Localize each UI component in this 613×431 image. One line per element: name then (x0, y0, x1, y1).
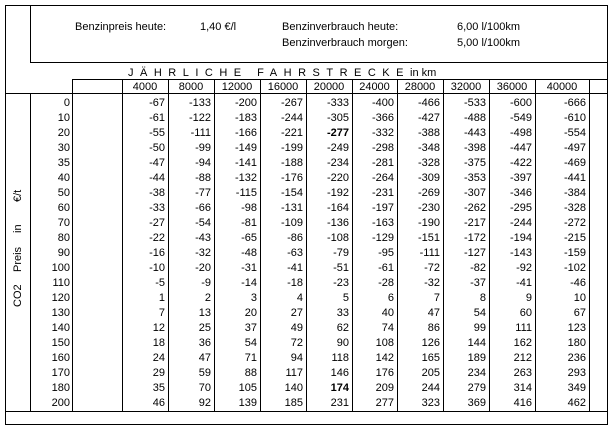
savings-cell: -332 (371, 127, 394, 139)
savings-cell: 236 (567, 352, 586, 364)
consumption-tomorrow-label: Benzinverbrauch morgen: (282, 37, 408, 49)
savings-cell: -10 (149, 262, 165, 274)
co2-price-row-label: 160 (51, 352, 70, 364)
savings-cell: 33 (336, 307, 349, 319)
savings-cell: -102 (563, 262, 586, 274)
savings-cell: 7 (433, 292, 440, 304)
savings-cell: 140 (284, 382, 303, 394)
savings-cell: -469 (563, 157, 586, 169)
savings-cell: -63 (287, 247, 303, 259)
savings-cell: 47 (198, 352, 211, 364)
savings-cell: -61 (378, 262, 394, 274)
savings-cell: -86 (287, 232, 303, 244)
savings-cell: -447 (509, 142, 532, 154)
co2-price-row-label: 70 (57, 217, 70, 229)
distance-column-header: 24000 (359, 81, 390, 93)
savings-cell: 234 (467, 367, 486, 379)
savings-cell: 25 (198, 322, 211, 334)
savings-cell: -37 (470, 277, 486, 289)
savings-cell: -230 (417, 202, 440, 214)
savings-cell: -466 (417, 97, 440, 109)
savings-cell: 49 (290, 322, 303, 334)
co2-price-row-label: 140 (51, 322, 70, 334)
distance-column-header: 32000 (450, 81, 482, 93)
co2-price-row-label: 10 (57, 112, 70, 124)
savings-cell: -234 (326, 157, 349, 169)
savings-cell: -43 (195, 232, 211, 244)
savings-cell: -164 (326, 202, 349, 214)
savings-cell: -82 (470, 262, 486, 274)
co2-price-row-label: 120 (51, 292, 70, 304)
savings-cell: 60 (519, 307, 532, 319)
savings-cell: -50 (149, 142, 165, 154)
savings-cell: -497 (563, 142, 586, 154)
savings-cell: -384 (563, 187, 586, 199)
savings-cell: -441 (563, 172, 586, 184)
savings-cell: -305 (326, 112, 349, 124)
savings-cell: 40 (381, 307, 394, 319)
savings-cell: -277 (326, 127, 349, 139)
savings-cell: -397 (509, 172, 532, 184)
co2-price-row-label: 0 (63, 97, 70, 109)
savings-cell: -127 (463, 247, 486, 259)
savings-cell: 189 (467, 352, 486, 364)
savings-cell: 244 (421, 382, 440, 394)
savings-cell: 162 (513, 337, 532, 349)
savings-cell: -108 (326, 232, 349, 244)
savings-cell: -353 (463, 172, 486, 184)
savings-cell: -366 (371, 112, 394, 124)
savings-cell: -244 (280, 112, 303, 124)
savings-cell: -151 (417, 232, 440, 244)
frame-right (607, 5, 608, 425)
frame-bottom (5, 424, 608, 425)
savings-cell: 46 (152, 397, 165, 409)
savings-cell: 174 (330, 382, 349, 394)
savings-cell: -22 (149, 232, 165, 244)
distance-column-header: 36000 (496, 81, 528, 93)
savings-cell: 7 (158, 307, 165, 319)
savings-cell: -554 (563, 127, 586, 139)
savings-cell: -111 (419, 247, 440, 259)
savings-cell: -18 (287, 277, 303, 289)
petrol-price-label: Benzinpreis heute: (75, 21, 167, 33)
savings-cell: -346 (509, 187, 532, 199)
savings-cell: 105 (238, 382, 257, 394)
savings-cell: -154 (280, 187, 303, 199)
savings-cell: 86 (427, 322, 440, 334)
savings-cell: -94 (195, 157, 211, 169)
savings-cell: -215 (563, 232, 586, 244)
savings-cell: 123 (567, 322, 586, 334)
savings-cell: -14 (241, 277, 257, 289)
savings-cell: -333 (326, 97, 349, 109)
savings-cell: -281 (371, 157, 394, 169)
distance-column-header: 16000 (267, 81, 299, 93)
savings-cell: 54 (473, 307, 486, 319)
savings-cell: -23 (333, 277, 349, 289)
savings-cell: -122 (188, 112, 211, 124)
savings-cell: -309 (417, 172, 440, 184)
savings-cell: -16 (149, 247, 165, 259)
savings-cell: 70 (198, 382, 211, 394)
distance-column-header: 40000 (546, 81, 578, 93)
savings-cell: -99 (195, 142, 211, 154)
savings-cell: -217 (463, 217, 486, 229)
savings-cell: 9 (525, 292, 532, 304)
savings-cell: 71 (244, 352, 257, 364)
savings-cell: -328 (563, 202, 586, 214)
header-top-border (72, 79, 608, 80)
savings-cell: -600 (509, 97, 532, 109)
savings-cell: -55 (149, 127, 165, 139)
co2-price-row-label: 100 (51, 262, 70, 274)
savings-cell: 12 (152, 322, 165, 334)
savings-cell: 165 (421, 352, 440, 364)
savings-cell: 349 (567, 382, 586, 394)
savings-cell: -98 (241, 202, 257, 214)
savings-cell: -221 (280, 127, 303, 139)
column-separator (72, 79, 73, 411)
savings-cell: 108 (375, 337, 394, 349)
co2-price-row-label: 150 (51, 337, 70, 349)
distance-column-header: 28000 (404, 81, 436, 93)
savings-cell: -111 (190, 127, 211, 139)
savings-cell: -375 (463, 157, 486, 169)
savings-cell: -231 (371, 187, 394, 199)
co2-price-row-label: 180 (51, 382, 70, 394)
savings-cell: -149 (234, 142, 257, 154)
savings-cell: -488 (463, 112, 486, 124)
savings-cell: 176 (375, 367, 394, 379)
savings-cell: 209 (375, 382, 394, 394)
savings-cell: -199 (280, 142, 303, 154)
savings-cell: -81 (241, 217, 257, 229)
savings-cell: -41 (516, 277, 532, 289)
savings-cell: -31 (241, 262, 257, 274)
savings-cell: -133 (188, 97, 211, 109)
savings-cell: -267 (280, 97, 303, 109)
savings-cell: 277 (375, 397, 394, 409)
savings-cell: 29 (152, 367, 165, 379)
distance-column-header: 12000 (221, 81, 253, 93)
distance-unit: in km (410, 67, 437, 79)
consumption-today-label: Benzinverbrauch heute: (282, 21, 399, 33)
co2-price-row-label: 80 (57, 232, 70, 244)
savings-cell: 59 (198, 367, 211, 379)
savings-cell: -32 (424, 277, 440, 289)
savings-cell: 117 (285, 367, 303, 379)
savings-cell: -249 (326, 142, 349, 154)
savings-cell: 37 (244, 322, 257, 334)
savings-cell: -549 (509, 112, 532, 124)
savings-cell: 5 (342, 292, 349, 304)
savings-cell: 231 (330, 397, 349, 409)
savings-cell: 13 (198, 307, 211, 319)
savings-cell: 118 (331, 352, 349, 364)
savings-cell: -44 (149, 172, 165, 184)
savings-cell: 369 (467, 397, 486, 409)
savings-cell: -47 (149, 157, 165, 169)
savings-cell: -32 (195, 247, 211, 259)
savings-cell: 99 (473, 322, 486, 334)
savings-cell: -533 (463, 97, 486, 109)
savings-cell: -166 (234, 127, 257, 139)
savings-cell: -54 (195, 217, 211, 229)
distance-column-header: 20000 (313, 81, 345, 93)
savings-cell: -269 (417, 187, 440, 199)
savings-cell: 92 (198, 397, 211, 409)
savings-cell: 2 (204, 292, 211, 304)
savings-cell: -51 (333, 262, 349, 274)
savings-cell: 10 (573, 292, 586, 304)
savings-cell: -190 (417, 217, 440, 229)
savings-cell: -197 (371, 202, 394, 214)
savings-cell: 323 (421, 397, 440, 409)
savings-cell: -188 (280, 157, 303, 169)
savings-cell: 1 (158, 292, 165, 304)
savings-cell: 67 (573, 307, 586, 319)
savings-cell: 462 (567, 397, 586, 409)
savings-cell: -183 (234, 112, 257, 124)
savings-cell: 3 (250, 292, 257, 304)
savings-cell: -348 (417, 142, 440, 154)
savings-cell: -38 (149, 187, 165, 199)
savings-cell: -72 (424, 262, 440, 274)
savings-cell: -388 (417, 127, 440, 139)
info-box-left-border (30, 5, 31, 62)
savings-cell: 62 (336, 322, 349, 334)
savings-cell: 20 (244, 307, 257, 319)
savings-cell: -244 (509, 217, 532, 229)
savings-cell: -264 (371, 172, 394, 184)
savings-cell: -88 (195, 172, 211, 184)
savings-cell: 185 (284, 397, 303, 409)
savings-cell: -115 (235, 187, 257, 199)
co2-price-row-label: 50 (57, 187, 70, 199)
savings-cell: -194 (509, 232, 532, 244)
frame-left (5, 5, 6, 425)
savings-cell: -9 (201, 277, 211, 289)
co2-price-row-label: 40 (57, 172, 70, 184)
savings-cell: 180 (567, 337, 586, 349)
savings-cell: -400 (371, 97, 394, 109)
savings-cell: 27 (290, 307, 303, 319)
savings-cell: -192 (326, 187, 349, 199)
savings-cell: -443 (463, 127, 486, 139)
savings-cell: -79 (333, 247, 349, 259)
frame-top (5, 5, 608, 6)
savings-cell: -33 (149, 202, 165, 214)
consumption-tomorrow-value: 5,00 l/100km (457, 37, 520, 49)
consumption-today-value: 6,00 l/100km (457, 21, 520, 33)
savings-cell: -41 (287, 262, 303, 274)
savings-cell: -220 (326, 172, 349, 184)
savings-cell: 8 (479, 292, 486, 304)
savings-cell: -129 (371, 232, 394, 244)
savings-cell: -48 (241, 247, 257, 259)
savings-cell: -262 (463, 202, 486, 214)
savings-cell: -141 (234, 157, 257, 169)
savings-cell: 205 (421, 367, 440, 379)
savings-cell: 54 (244, 337, 257, 349)
savings-cell: -159 (563, 247, 586, 259)
savings-cell: 146 (330, 367, 349, 379)
savings-cell: 111 (515, 322, 532, 334)
co2-axis-label-in: in (12, 224, 24, 233)
savings-cell: 35 (152, 382, 165, 394)
savings-cell: -5 (155, 277, 165, 289)
co2-price-row-label: 35 (57, 157, 70, 169)
savings-cell: -132 (234, 172, 257, 184)
savings-cell: 74 (381, 322, 394, 334)
savings-cell: 126 (421, 337, 440, 349)
savings-cell: -298 (371, 142, 394, 154)
savings-cell: 47 (427, 307, 440, 319)
column-separator (589, 79, 590, 411)
distance-title: JÄHRLICHE FAHRSTRECKE (128, 67, 410, 79)
savings-cell: 263 (513, 367, 532, 379)
savings-cell: -109 (280, 217, 303, 229)
savings-cell: -200 (234, 97, 257, 109)
savings-cell: -422 (509, 157, 532, 169)
savings-cell: -163 (371, 217, 394, 229)
savings-cell: -295 (509, 202, 532, 214)
savings-cell: 279 (467, 382, 486, 394)
co2-price-row-label: 20 (57, 127, 70, 139)
savings-cell: 314 (513, 382, 532, 394)
co2-price-row-label: 130 (51, 307, 70, 319)
savings-cell: -66 (195, 202, 211, 214)
savings-cell: 293 (567, 367, 586, 379)
savings-cell: 212 (513, 352, 532, 364)
savings-cell: -65 (241, 232, 257, 244)
savings-cell: 24 (152, 352, 165, 364)
savings-cell: -427 (417, 112, 440, 124)
savings-cell: -136 (326, 217, 349, 229)
savings-cell: 144 (467, 337, 486, 349)
savings-cell: -46 (570, 277, 586, 289)
co2-price-row-label: 110 (52, 277, 70, 289)
petrol-price-value: 1,40 €/l (200, 21, 237, 33)
savings-cell: -27 (149, 217, 165, 229)
savings-cell: -20 (195, 262, 211, 274)
savings-cell: 88 (244, 367, 257, 379)
savings-cell: -328 (417, 157, 440, 169)
savings-cell: -61 (149, 112, 165, 124)
co2-price-row-label: 90 (57, 247, 70, 259)
savings-cell: -28 (378, 277, 394, 289)
table-bottom-border (5, 411, 608, 412)
savings-cell: -131 (280, 202, 303, 214)
savings-cell: 4 (296, 292, 303, 304)
savings-cell: -77 (195, 187, 211, 199)
savings-cell: -172 (463, 232, 486, 244)
distance-column-header: 8000 (178, 81, 204, 93)
co2-axis-label-unit: €/t (12, 189, 24, 202)
co2-axis-label-price: Preis (12, 246, 24, 272)
co2-price-row-label: 30 (57, 142, 70, 154)
savings-cell: -143 (509, 247, 532, 259)
co2-price-row-label: 60 (57, 202, 70, 214)
info-box-bottom-border (30, 62, 608, 63)
savings-cell: -95 (378, 247, 394, 259)
savings-cell: 139 (238, 397, 257, 409)
savings-cell: 94 (290, 352, 303, 364)
savings-cell: -272 (563, 217, 586, 229)
co2-axis-label-co2: CO2 (12, 284, 24, 307)
distance-column-header: 4000 (132, 81, 158, 93)
savings-cell: -610 (563, 112, 586, 124)
savings-cell: -666 (563, 97, 586, 109)
savings-cell: 90 (336, 337, 349, 349)
savings-cell: 416 (513, 397, 532, 409)
savings-cell: -498 (509, 127, 532, 139)
savings-cell: 18 (152, 337, 165, 349)
co2-price-row-label: 170 (51, 367, 70, 379)
savings-cell: -398 (463, 142, 486, 154)
savings-cell: 36 (198, 337, 211, 349)
savings-cell: 142 (375, 352, 394, 364)
savings-cell: -92 (516, 262, 532, 274)
savings-cell: 6 (387, 292, 394, 304)
savings-cell: 72 (290, 337, 303, 349)
savings-cell: -307 (463, 187, 486, 199)
savings-cell: -176 (280, 172, 303, 184)
co2-price-row-label: 200 (51, 397, 70, 409)
savings-cell: -67 (149, 97, 165, 109)
